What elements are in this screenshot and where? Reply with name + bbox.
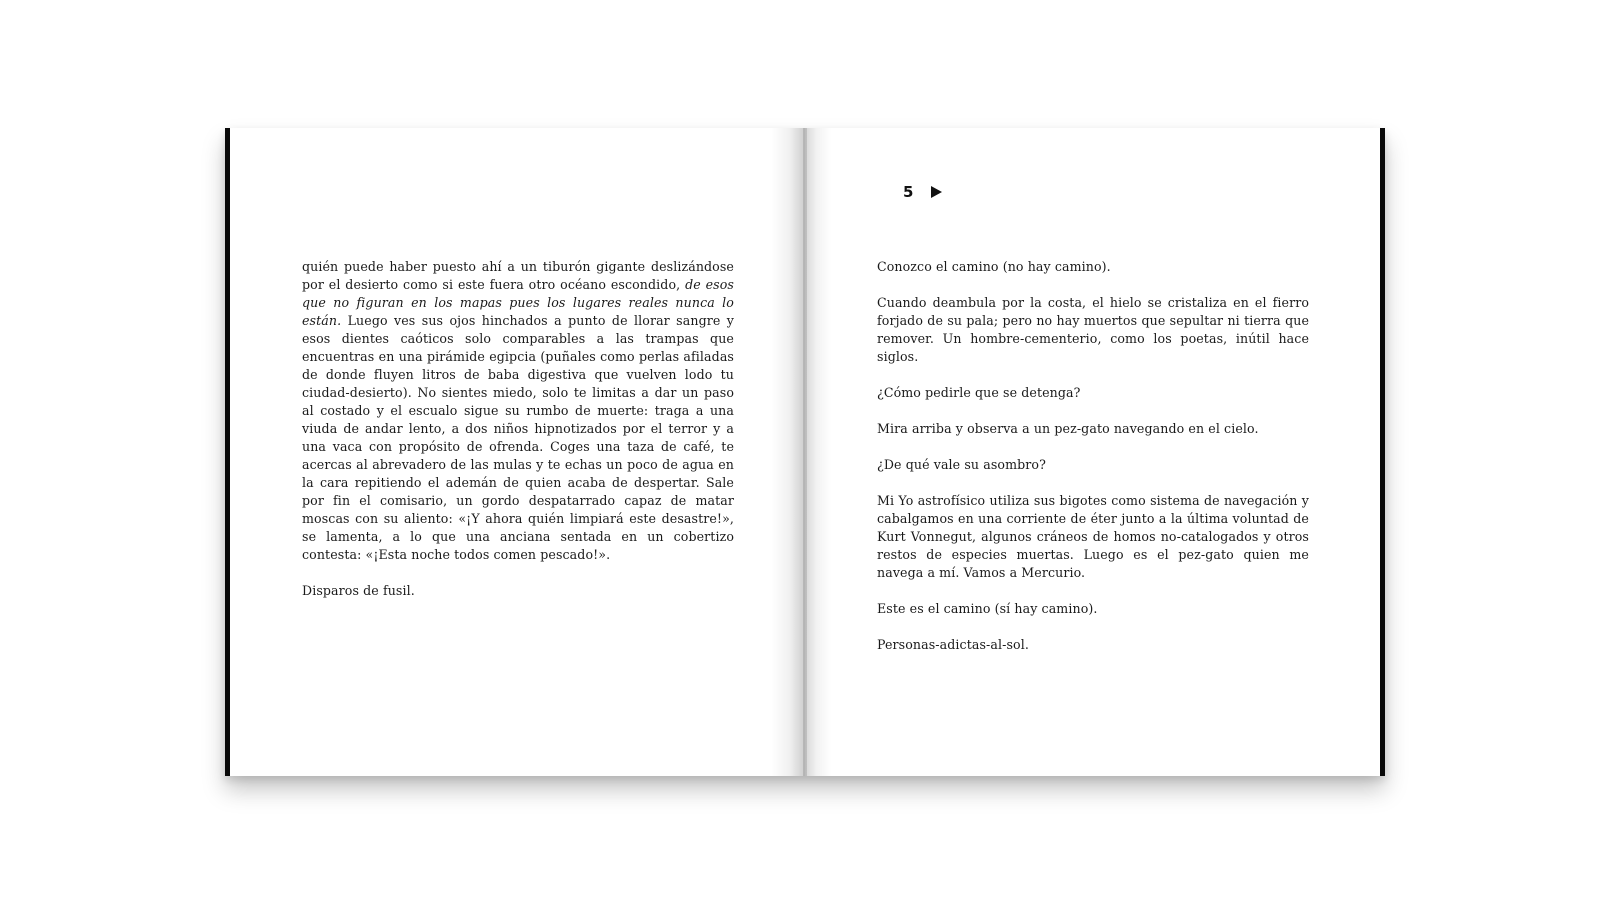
- page-marker: [903, 183, 942, 201]
- right-paragraph: Mira arriba y observa a un pez-gato navegando en el cielo.: [877, 421, 1259, 436]
- left-page: [225, 128, 805, 776]
- right-paragraph: Conozco el camino (no hay camino).: [877, 259, 1111, 274]
- left-paragraph-2: Disparos de fusil.: [302, 583, 415, 598]
- play-arrow-icon: [931, 186, 942, 198]
- page-number: 5: [903, 183, 914, 201]
- right-paragraph: Mi Yo astrofísico utiliza sus bigotes como sistema de navegación y cabalgamos en una corriente de éter junto a la última voluntad de Kurt Vonnegut, algunos cráneos de homos no-catalogados y otros restos de especies muertas. Luego es el pez-gato quien me navega a mí. Vamos a Mercurio.: [877, 493, 1309, 580]
- left-paragraph-1-start: quién puede haber puesto ahí a un tiburón gigante deslizándose por el desierto como si este fuera otro océano escondido,: [302, 259, 734, 292]
- right-page-text: [877, 258, 1309, 672]
- left-paragraph-1: [302, 258, 734, 564]
- left-page-gutter-shadow: [771, 128, 805, 776]
- right-paragraph: Personas-adictas-al-sol.: [877, 637, 1029, 652]
- right-paragraph: ¿De qué vale su asombro?: [877, 457, 1046, 472]
- left-paragraph-1-italic: de esos que no figuran en los mapas pues los lugares reales nunca lo están.: [302, 277, 734, 328]
- open-book: [225, 128, 1385, 776]
- right-paragraph: ¿Cómo pedirle que se detenga?: [877, 385, 1081, 400]
- left-paragraph-1-end: Luego ves sus ojos hinchados a punto de llorar sangre y esos dientes caóticos solo comparables a las trampas que encuentras en una pirámide egipcia (puñales como perlas afiladas de donde fluyen litros de baba digestiva que vuelven lodo tu ciudad-desierto). No sientes miedo, solo te limitas a dar un paso al costado y el escualo sigue su rumbo de muerte: traga a una viuda de andar lento, a dos niños hipnotizados por el terror y a una vaca con propósito de ofrenda. Coges una taza de café, te acercas al abrevadero de las mulas y te echas un poco de agua en la cara repitiendo el ademán de quien acaba de despertar. Sale por fin el comisario, un gordo despatarrado capaz de matar moscas con su aliento: «¡Y ahora quién limpiará este desastre!», se lamenta, a lo que una anciana sentada en un cobertizo contesta: «¡Esta noche todos comen pescado!».: [302, 313, 734, 562]
- right-paragraph: Este es el camino (sí hay camino).: [877, 601, 1098, 616]
- right-page: [805, 128, 1385, 776]
- book-spine: [803, 128, 807, 776]
- right-paragraph: Cuando deambula por la costa, el hielo se cristaliza en el fierro forjado de su pala; pero no hay muertos que sepultar ni tierra que remover. Un hombre-cementerio, como los poetas, inútil hace siglos.: [877, 295, 1309, 364]
- right-page-gutter-shadow: [805, 128, 831, 776]
- left-page-text: [302, 258, 734, 618]
